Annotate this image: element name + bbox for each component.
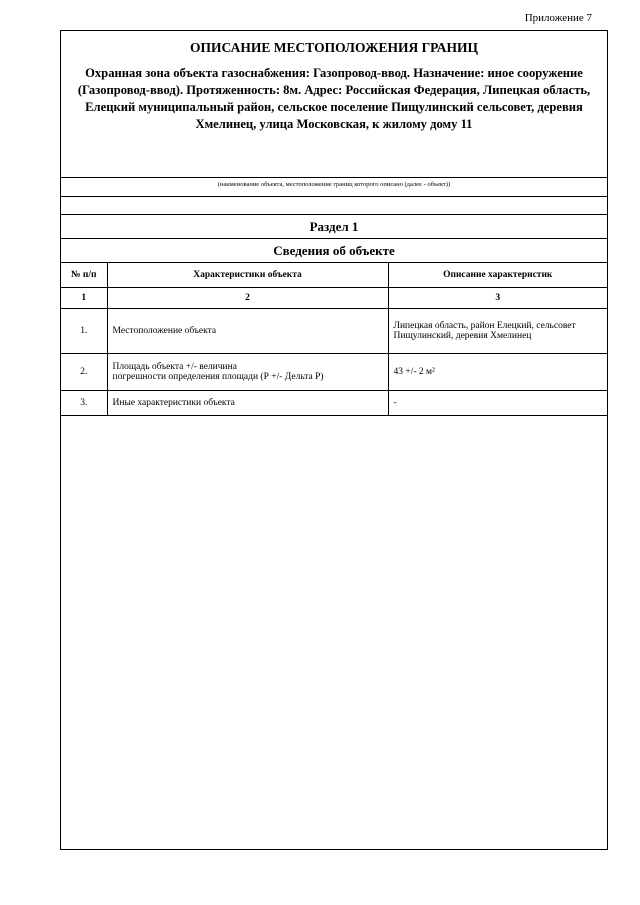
document-frame bbox=[60, 30, 608, 850]
row-number: 1. bbox=[61, 309, 107, 354]
table-row bbox=[61, 391, 607, 416]
row-description: Липецкая область, район Елецкий, сельсовет Пищулинский, деревия Хмелинец bbox=[388, 309, 607, 354]
row-characteristic: Местоположение объекта bbox=[107, 309, 388, 354]
info-title: Сведения об объекте bbox=[61, 238, 607, 262]
row-characteristic-line1: Площадь объекта +/- величина bbox=[112, 362, 237, 372]
section-title: Раздел 1 bbox=[61, 214, 607, 238]
row-characteristic-line2: погрешности определения площади (Р +/- Дельта Р) bbox=[112, 372, 324, 382]
row-characteristic: Иные характеристики объекта bbox=[107, 391, 388, 416]
row-characteristic bbox=[107, 354, 388, 391]
header-characteristic: Характеристики объекта bbox=[107, 263, 388, 288]
header-description: Описание характеристик bbox=[388, 263, 607, 288]
table-row bbox=[61, 354, 607, 391]
appendix-label: Приложение 7 bbox=[524, 12, 592, 24]
table-row bbox=[61, 309, 607, 354]
index-2: 2 bbox=[107, 288, 388, 309]
object-description: Охранная зона объекта газоснабжения: Газопровод-ввод. Назначение: иное сооружение (Газопровод-ввод). Протяженность: 8м. Адрес: Российская Федерация, Липецкая область, Елецкий муниципальный район, сельское поселение Пищулинский сельсовет, деревия Хмелинец, улица Московская, к жилому дому 11 bbox=[77, 66, 591, 131]
index-3: 3 bbox=[388, 288, 607, 309]
table-index-row bbox=[61, 288, 607, 309]
row-description: 43 +/- 2 м² bbox=[388, 354, 607, 391]
row-description: - bbox=[388, 391, 607, 416]
spacer bbox=[61, 197, 607, 214]
document-title: ОПИСАНИЕ МЕСТОПОЛОЖЕНИЯ ГРАНИЦ bbox=[190, 40, 478, 55]
row-number: 2. bbox=[61, 354, 107, 391]
row-number: 3. bbox=[61, 391, 107, 416]
index-1: 1 bbox=[61, 288, 107, 309]
object-note: (наименование объекта, местоположение границ которого описано (далее - объект)) bbox=[61, 177, 607, 197]
object-info-table bbox=[61, 262, 607, 416]
table-header-row bbox=[61, 263, 607, 288]
header-number: № п/п bbox=[61, 263, 107, 288]
